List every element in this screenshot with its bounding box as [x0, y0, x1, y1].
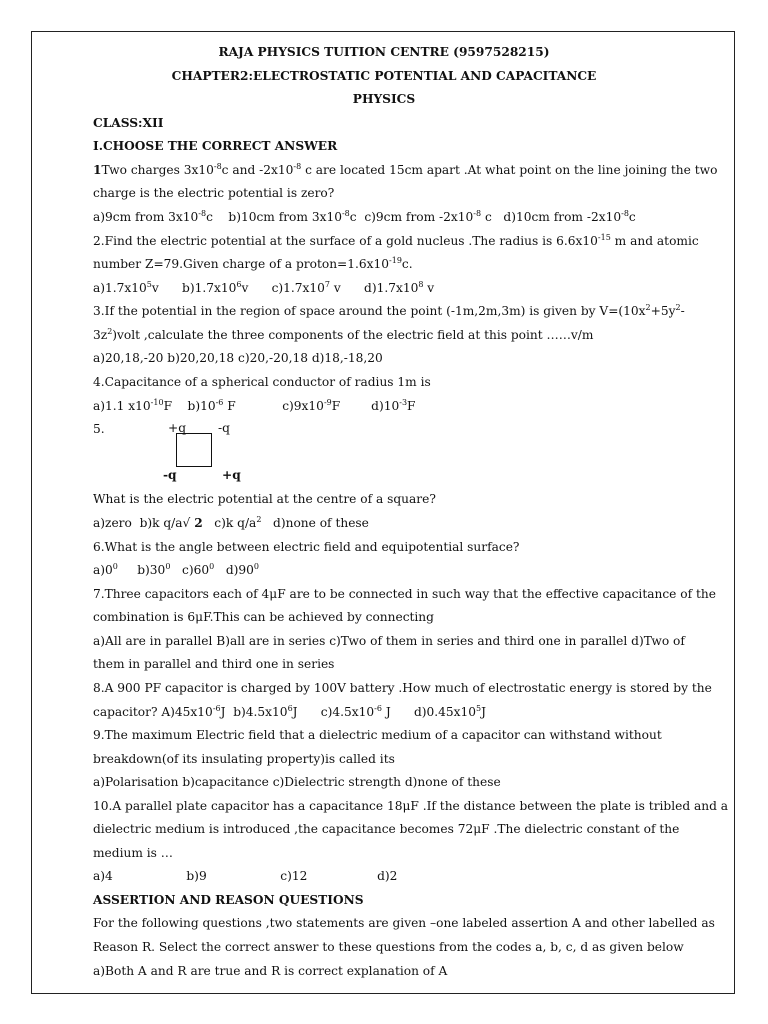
- section-heading: I.CHOOSE THE CORRECT ANSWER: [93, 139, 338, 153]
- q2-options: $a)1.7x10^5v$ $b)1.7x10^6v$ $c)1.7x10^7$ v $d)1.7x10^8$ v: [93, 280, 435, 295]
- charge-bottom-left: -q: [163, 468, 177, 482]
- q7-options-line2: them in parallel and third one in series: [93, 657, 335, 671]
- q5-text: What is the electric potential at the centre of a square?: [93, 492, 436, 506]
- q8-text-line2: capacitor? $A)45x10^{-6}J$ $b)4.5x10^6J$ $c)4.5x10^{-6}$ J $d)0.45x10^5J$: [93, 704, 487, 719]
- q8-text: 8.A 900 PF capacitor is charged by 100V battery .How much of electrostatic energy is stored by the: [93, 681, 712, 695]
- q7-options: a)All are in parallel B)all are in series c)Two of them in series and third one in parallel d)Two of: [93, 634, 685, 648]
- assertion-heading: ASSERTION AND REASON QUESTIONS: [93, 893, 364, 907]
- q9-text: 9.The maximum Electric field that a dielectric medium of a capacitor can withstand without: [93, 728, 662, 742]
- q4-text: 4.Capacitance of a spherical conductor of radius 1m is: [93, 375, 431, 389]
- charge-top-left: +q: [168, 421, 187, 435]
- q10-options: a)4 b)9 c)12 d)2: [93, 869, 398, 883]
- centre-title: RAJA PHYSICS TUITION CENTRE (9597528215): [218, 45, 550, 59]
- q9-text-line2: breakdown(of its insulating property)is called its: [93, 752, 395, 766]
- q3-text-line2: $3z^2)volt$ ,calculate the three components of the electric field at this point ……v/m: [93, 327, 594, 342]
- q1-text-line2: charge is the electric potential is zero?: [93, 186, 335, 200]
- q7-text: 7.Three capacitors each of 4μF are to be connected in such way that the effective capacitance of the: [93, 587, 716, 601]
- q4-options: a)1.1 $x10^{-10}F$ $b)10^{-6}$ F $c)9x10^{-9}F$ $d)10^{-3}F$: [93, 398, 416, 413]
- q10-text: 10.A parallel plate capacitor has a capacitance 18μF .If the distance between the plate is tribled and a: [93, 799, 729, 813]
- assertion-intro: For the following questions ,two statements are given –one labeled assertion A and other labelled as: [93, 916, 715, 930]
- chapter-title: CHAPTER2:ELECTROSTATIC POTENTIAL AND CAPACITANCE: [171, 69, 597, 83]
- q1-text: 1Two charges $3x10^{-8}c$ and $-2x10^{-8}$ c are located 15cm apart .At what point on the line joining the two: [93, 162, 718, 177]
- q3-options: a)20,18,-20 b)20,20,18 c)20,-20,18 d)18,-18,20: [93, 351, 383, 365]
- q6-text: 6.What is the angle between electric field and equipotential surface?: [93, 540, 520, 554]
- assertion-option-a: a)Both A and R are true and R is correct explanation of A: [93, 964, 448, 978]
- q2-text: 2.Find the electric potential at the surface of a gold nucleus .The radius is $6.6x10^{-15}$ m and atomic: [93, 233, 699, 248]
- square-diagram: [176, 433, 212, 467]
- q5-number: 5.: [93, 422, 105, 436]
- q10-text-line3: medium is …: [93, 846, 173, 860]
- charge-top-right: -q: [218, 421, 230, 435]
- q1-options: a)9cm from $3x10^{-8}c$ b)10cm from $3x10^{-8}c$ c)9cm from $-2x10^{-8}$ c d)10cm from $-2x10^{-8}c$: [93, 209, 636, 224]
- q6-options: $a)0^0$ $b)30^0$ $c)60^0$ $d)90^0$: [93, 562, 259, 577]
- q2-text-line2: number Z=79.Given charge of a $proton=1.6x10^{-19}c$.: [93, 256, 413, 271]
- class-label: CLASS:XII: [93, 116, 164, 130]
- assertion-intro-line2: Reason R. Select the correct answer to these questions from the codes a, b, c, d as given below: [93, 940, 684, 954]
- subject-title: PHYSICS: [352, 92, 416, 106]
- q7-text-line2: combination is 6μF.This can be achieved by connecting: [93, 610, 434, 624]
- q10-text-line2: dielectric medium is introduced ,the capacitance becomes 72μF .The dielectric constant of the: [93, 822, 680, 836]
- q3-text: 3.If the potential in the region of space around the point (-1m,2m,3m) is given by $V=(10x^2+5y^2-$: [93, 303, 685, 318]
- q9-options: a)Polarisation b)capacitance c)Dielectric strength d)none of these: [93, 775, 501, 789]
- q5-options: a)zero b)k q/a√ 2 c)k $q/a^2$ d)none of these: [93, 515, 369, 530]
- charge-bottom-right: +q: [222, 468, 241, 482]
